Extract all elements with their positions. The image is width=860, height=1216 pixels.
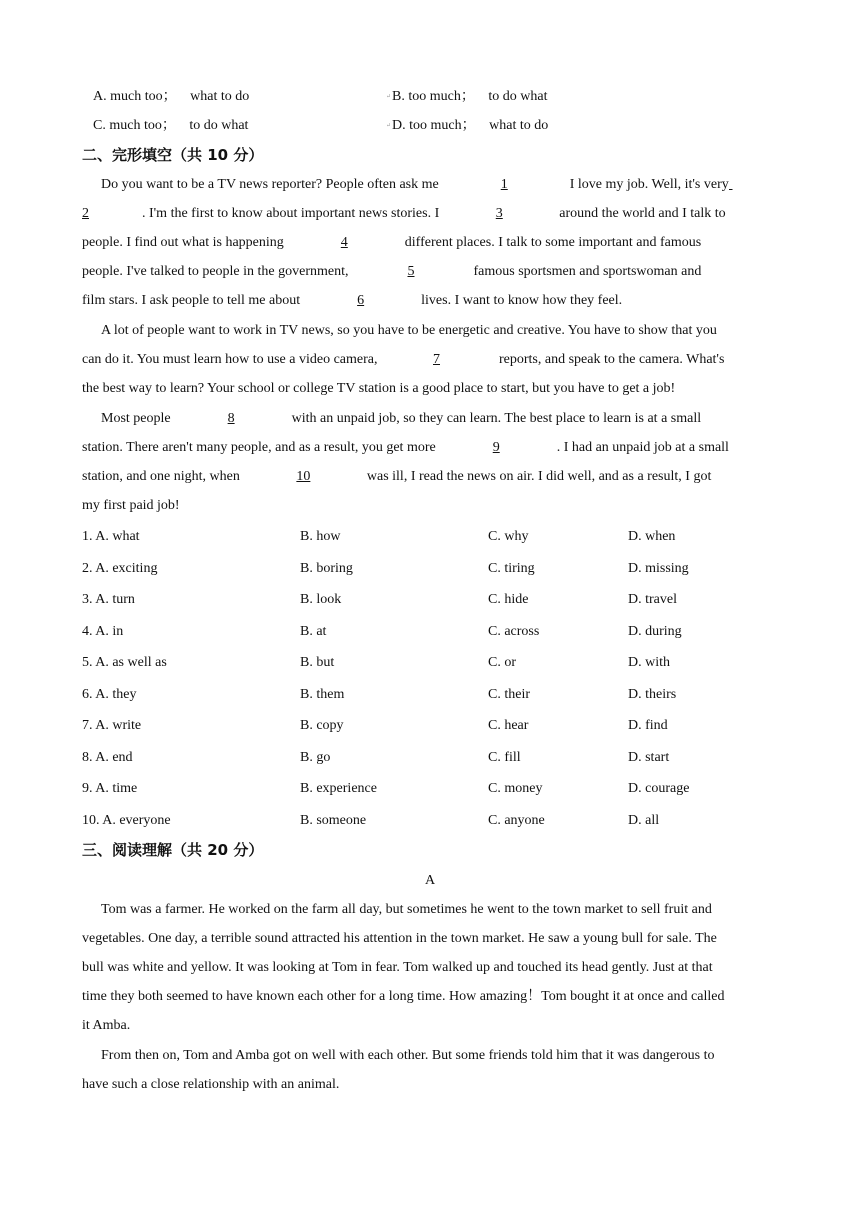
section-heading-cloze: 二、完形填空（共 10 分） [82, 146, 264, 164]
cloze-line: station. There aren't many people, and as a result, you get more 9 . I had an unpaid job at a small [82, 440, 729, 455]
reading-line: it Amba. [82, 1018, 131, 1033]
cloze-line: station, and one night, when 10 was ill, I read the news on air. I did well, and as a result, I got [82, 469, 712, 484]
section-heading-reading: 三、阅读理解（共 20 分） [82, 841, 264, 859]
blank-3: 3 [495, 206, 503, 221]
prev-option-b: ↵B. too much； to do what [386, 89, 548, 104]
cloze-line: can do it. You must learn how to use a video camera, 7 reports, and speak to the camera. What's [82, 352, 725, 367]
blank-4: 4 [340, 235, 348, 250]
blank-10: 10 [296, 469, 311, 484]
reading-line: vegetables. One day, a terrible sound attracted his attention in the town market. He saw a young bull for sale. The [82, 931, 717, 946]
cloze-line: Most people 8 with an unpaid job, so they can learn. The best place to learn is at a small [101, 411, 702, 426]
blank-1: 1 [500, 177, 508, 192]
blank-2: 2 [82, 206, 89, 221]
passage-label: A [424, 873, 436, 888]
cloze-line: film stars. I ask people to tell me about 6 lives. I want to know how they feel. [82, 293, 623, 308]
reading-line: From then on, Tom and Amba got on well with each other. But some friends told him that it was dangerous to [101, 1048, 715, 1063]
reading-line: Tom was a farmer. He worked on the farm all day, but sometimes he went to the town market to sell fruit and [101, 902, 712, 917]
blank-9: 9 [492, 440, 500, 455]
paragraph-mark: ↵ [386, 123, 392, 129]
cloze-line: A lot of people want to work in TV news, so you have to be energetic and creative. You have to show that you [101, 323, 717, 338]
document-page: A. much too； what to do ↵B. too much； to do what C. much too； to do what ↵D. too much； what to do 二、完形填空（共 10 分） Do you want to be a TV news reporter? People often ask me 1 I love my job. Well, it's very 2 . I'm the first to know about important news stories. I 3 around the world and I talk to people. I find out what is happening 4 different places. I talk to some important and famous people. I've talked to people in the government, 5 famous sportsmen and sportswoman and film stars. I ask people to tell me about 6 lives. I want to know how they feel. A lot of people want to work in TV news, so you have to be energetic and creative. You have to show that you can do it. You must learn how to use a video camera, 7 reports, and speak to the camera. What's the best way to learn? Your school or college TV station is a good place to start, but you have to get a job! Most people 8 with an unpaid job, so they can learn. The best place to learn is at a small station. There aren't many people, and as a result, you get more 9 . I had an unpaid job at a small station, and one night, when 10 was ill, I read the news on air. I did well, and as a result, I got my first paid job! 1. A. what B. how C. why D. when 2. A. exciting B. boring C. tiring D. missing 3. A. turn B. look C. hide D. travel 4. A. in B. at C. across D. during 5. A. as well as B. but C. or D. with 6. A. they B. them C. their D. theirs 7. A. write B. copy C. hear D. find 8. A. end B. go C. fill D. start 9. A. time B. experience C. money D. courage 10. A. everyone B. someone C. anyone D. all 三、阅读理解（共 20 分） A Tom was a farmer. He worked on the farm all day, but sometimes he went to the town market to sell fruit and vegetables. One day, a terrible sound attracted his attention in the town market. He saw a young bull for sale. The bull was white and yellow. It was looking at Tom in fear. Tom walked up and touched its head gently. Just at that time they both seemed to have known each other for a long time. How amazing！Tom bought it at once and called it Amba. From then on, Tom and Amba got on well with each other. But some friends told him that it was dangerous to have such a close relationship with an animal. [0, 0, 860, 1216]
blank-8: 8 [227, 411, 235, 426]
cloze-line: people. I've talked to people in the government, 5 famous sportsmen and sportswoman and [82, 264, 702, 279]
cloze-line: people. I find out what is happening 4 different places. I talk to some important and famous [82, 235, 702, 250]
paragraph-mark: ↵ [386, 94, 392, 100]
reading-line: time they both seemed to have known each other for a long time. How amazing！Tom bought it at once and called [82, 989, 725, 1004]
reading-line: have such a close relationship with an animal. [82, 1077, 340, 1092]
blank-6: 6 [357, 293, 365, 308]
cloze-line: 2 . I'm the first to know about important news stories. I 3 around the world and I talk to [82, 206, 726, 221]
cloze-line: Do you want to be a TV news reporter? People often ask me 1 I love my job. Well, it's very [101, 177, 729, 192]
prev-option-c: C. much too； to do what [93, 118, 249, 133]
prev-option-a: A. much too； what to do [93, 89, 250, 104]
blank-5: 5 [407, 264, 415, 279]
cloze-line: the best way to learn? Your school or college TV station is a good place to start, but you have to get a job! [82, 381, 676, 396]
blank-7: 7 [433, 352, 440, 367]
cloze-line: my first paid job! [82, 498, 180, 513]
reading-line: bull was white and yellow. It was looking at Tom in fear. Tom walked up and touched its head gently. Just at that [82, 960, 713, 975]
prev-option-d: ↵D. too much； what to do [386, 118, 549, 133]
